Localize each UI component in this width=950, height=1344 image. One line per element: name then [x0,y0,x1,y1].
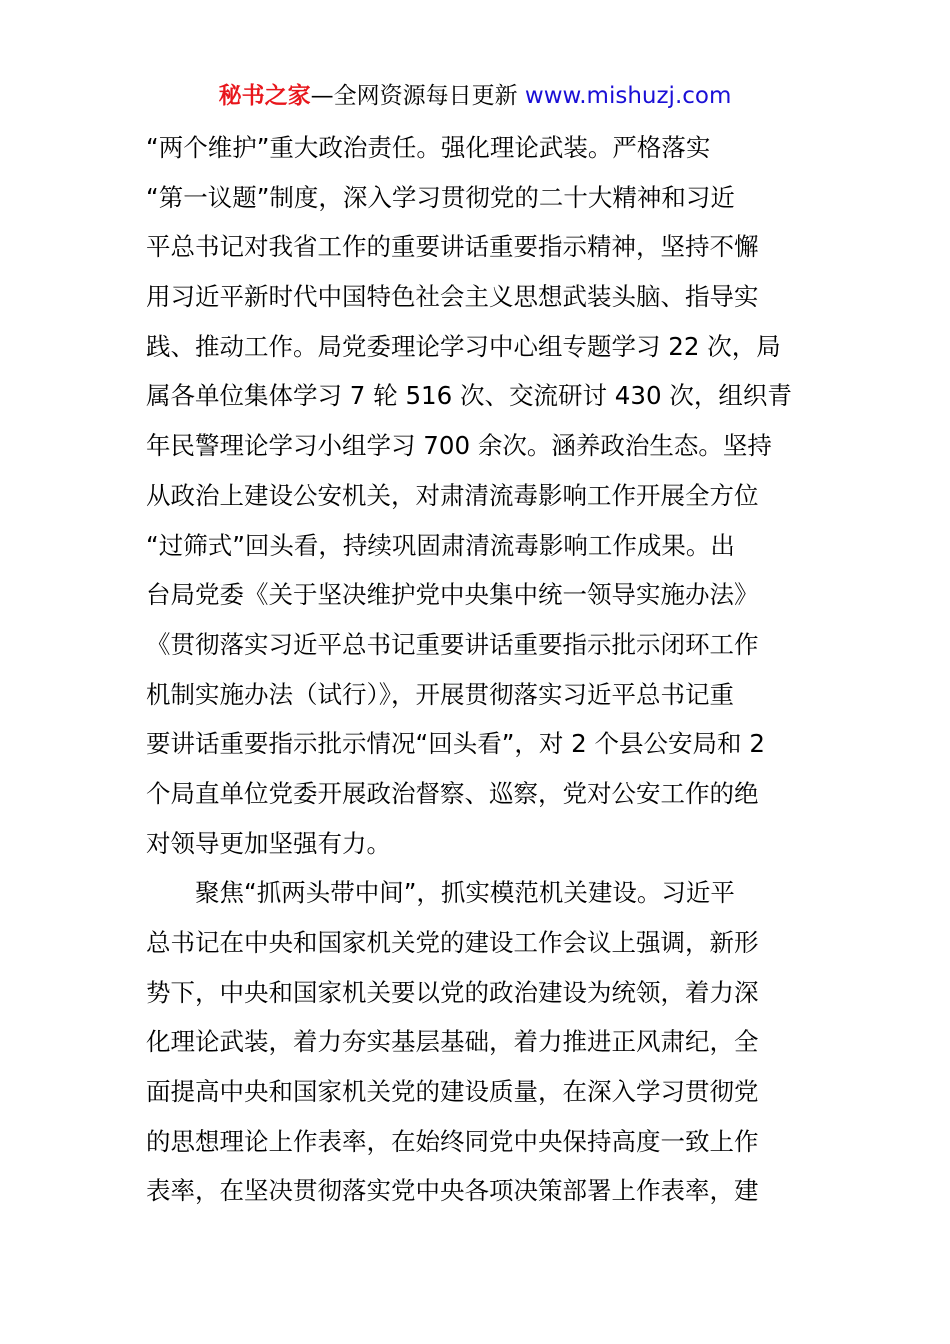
site-tagline: —全网资源每日更新 [310,83,518,109]
text-line: 总书记在中央和国家机关党的建设工作会议上强调，新形 [146,928,759,957]
text-line: 机制实施办法（试行）》，开展贯彻落实习近平总书记重 [146,679,734,709]
text-line: 属各单位集体学习 7 轮 516 次、交流研讨 430 次，组织青 [146,381,792,411]
text-line: 个局直单位党委开展政治督察、巡察，党对公安工作的绝 [146,778,759,808]
text-line: “两个维护”重大政治责任。强化理论武装。严格落实 [146,133,711,162]
text-line: 《贯彻落实习近平总书记重要讲话重要指示批示闭环工作 [146,629,759,659]
text-line: 践、推动工作。局党委理论学习中心组专题学习 22 次，局 [146,331,781,361]
text-line: 从政治上建设公安机关，对肃清流毒影响工作开展全方位 [146,480,759,510]
text-line: 用习近平新时代中国特色社会主义思想武装头脑、指导实 [146,282,759,312]
text-line: 要讲话重要指示批示情况“回头看”，对 2 个县公安局和 2 [146,729,765,759]
text-line: 聚焦“抓两头带中间”，抓实模范机关建设。习近平 [195,878,735,908]
paragraph-1 [146,123,810,868]
text-line: 表率，在坚决贯彻落实党中央各项决策部署上作表率，建 [146,1176,759,1206]
site-header [0,80,950,112]
site-url-link[interactable]: www.mishuzj.com [524,83,732,109]
text-line: 面提高中央和国家机关党的建设质量，在深入学习贯彻党 [146,1077,759,1107]
text-line: 化理论武装，着力夯实基层基础，着力推进正风肃纪，全 [146,1027,759,1057]
site-brand: 秘书之家 [218,83,311,109]
paragraph-2 [146,868,810,1216]
document-body [146,123,810,1216]
text-line: 台局党委《关于坚决维护党中央集中统一领导实施办法》 [146,580,759,610]
text-line: 的思想理论上作表率，在始终同党中央保持高度一致上作 [146,1126,759,1156]
text-line: 对领导更加坚强有力。 [146,828,391,858]
text-line: 势下，中央和国家机关要以党的政治建设为统领，着力深 [146,977,759,1007]
text-line: 年民警理论学习小组学习 700 余次。涵养政治生态。坚持 [146,431,772,461]
text-line: “第一议题”制度，深入学习贯彻党的二十大精神和习近 [146,182,735,212]
text-line: 平总书记对我省工作的重要讲话重要指示精神，坚持不懈 [146,232,759,262]
text-line: “过筛式”回头看，持续巩固肃清流毒影响工作成果。出 [146,530,735,560]
